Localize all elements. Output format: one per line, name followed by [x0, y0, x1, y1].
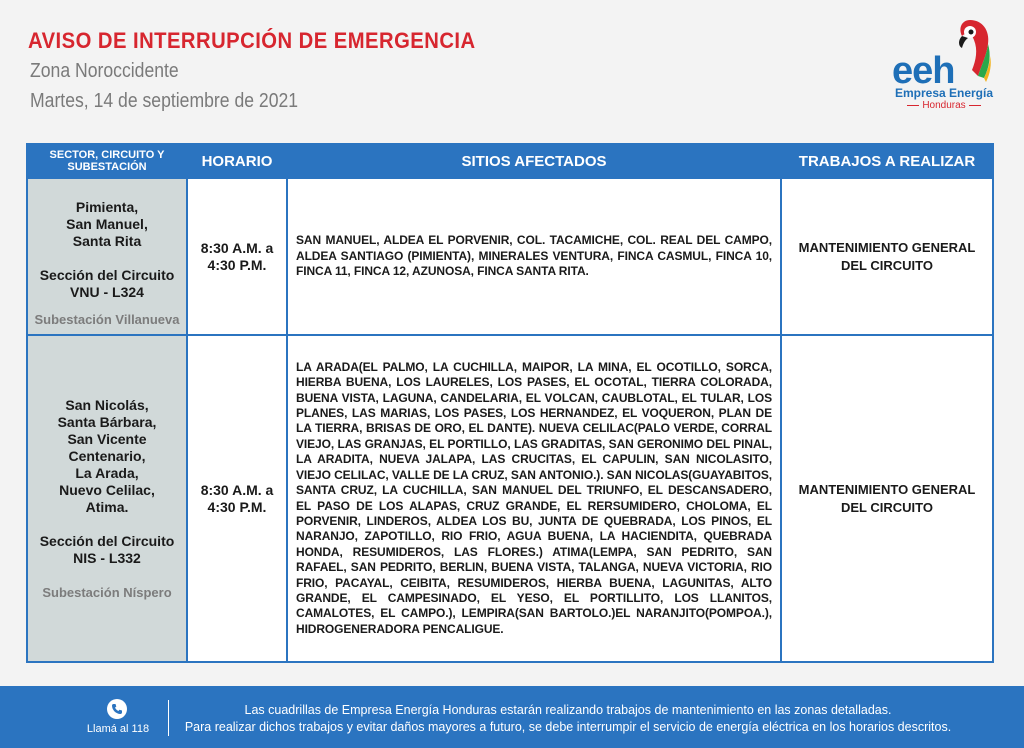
sector-line: San Manuel,: [66, 215, 148, 232]
schedule-cell: [187, 335, 287, 662]
affected-sites-cell: LA ARADA(EL PALMO, LA CUCHILLA, MAIPOR, LA MINA, EL OCOTILLO, SORCA, HIERBA BUENA, LOS LAURELES, LOS PASES, EL OCOTAL, TIERRA COLORADA, BUENA VISTA, LAGUNA, CANDELARIA, EL VOLCAN, CAUBLOTAL, EL TULAR, LOS PLANES, LAS MARIAS, LOS PASES, LOS HERNANDEZ, EL VOQUERON, PLAN DE LA TIERRA, BRISAS DE ORO, EL DANTE). NUEVA CELILAC(PALO VERDE, CORRAL VIEJO, LAS GRANJAS, EL PORTILLO, LAS GRADITAS, SAN GERONIMO DEL PINAL, LA ARADITA, NUEVA JALAPA, LAS CRUCITAS, EL CAPULIN, SAN NICOLASITO, VIEJO CELILAC, VALLE DE LA CRUZ, SAN ANTONIO.). SAN NICOLAS(GUAYABITOS, SANTA CRUZ, LA CUCHILLA, SAN MANUEL DEL TRIUNFO, EL DESCANSADERO, EL PASO DE LOS ALAPAS, CRUZ GRANDE, EL RERSUMIDERO, CHOLOMA, EL PORVENIR, LINDEROS, ALDEA LOS BU, JUNTA DE QUEBRADA, LOS PINOS, EL NARANJO, ZAPOTILLO, RIO FRIO, AGUA BUENA, LA HACIENDITA, QUEBRADA HONDA, RESUMIDEROS, LAS FLORES.) ATIMA(LEMPA, SAN PEDRITO, SAN RAFAEL, SAN PEDRITO, BERLIN, BUENA VISTA, TALANGA, NUEVA VICTORIA, RIO FRIO, PACAYAL, CEIBITA, RESUMIDEROS, HIERBA BUENA, LAGUNITAS, ALTO GRANDE, EL CAMPESINADO, EL YESO, EL PORTILLITO, LOS LLANITOS, CAMALOTES, EL CAMPO.), LEMPIRA(SAN BARTOLO.)EL NARANJITO(POMPOA.), HIDROGENERADORA PENCALIGUE.: [287, 335, 781, 662]
logo-country: Honduras: [892, 100, 996, 111]
sector-line: San Vicente: [67, 430, 147, 447]
outage-table: [26, 143, 994, 663]
work-cell: [781, 178, 993, 335]
zone-subtitle: Zona Noroccidente: [30, 60, 179, 82]
phone-icon[interactable]: [107, 699, 127, 719]
substation-label: Subestación Villanueva: [34, 312, 180, 327]
work-cell: [781, 335, 993, 662]
sector-line: San Nicolás,: [65, 396, 149, 413]
header-horario: HORARIO: [187, 144, 287, 178]
footer-line: Las cuadrillas de Empresa Energía Honduras estarán realizando trabajos de mantenimiento en las zonas detalladas.: [244, 703, 892, 717]
substation-label: Subestación Níspero: [42, 584, 172, 600]
circuit-line: Sección del Circuito: [39, 266, 175, 283]
call-label[interactable]: Llamá al 118: [86, 723, 150, 735]
schedule-line: 8:30 A.M. a: [200, 239, 274, 256]
sector-line: La Arada,: [75, 464, 139, 481]
schedule-line: 4:30 P.M.: [207, 498, 267, 515]
sector-line: Santa Bárbara,: [57, 413, 157, 430]
footer-banner: [0, 686, 1024, 748]
sector-line: Atima.: [85, 498, 129, 515]
work-line: DEL CIRCUITO: [841, 499, 933, 515]
schedule-line: 8:30 A.M. a: [200, 481, 274, 498]
circuit-line: Sección del Circuito: [39, 532, 175, 549]
work-line: DEL CIRCUITO: [841, 257, 933, 273]
header-sector: SECTOR, CIRCUITO Y SUBESTACIÓN: [27, 144, 187, 178]
sector-line: Centenario,: [68, 447, 146, 464]
sector-line: Pimienta,: [75, 198, 139, 215]
date-subtitle: Martes, 14 de septiembre de 2021: [30, 90, 299, 112]
sector-line: Nuevo Celilac,: [59, 481, 155, 498]
logo-wordmark: eeh: [892, 50, 955, 92]
footer-message: [178, 702, 958, 736]
sector-line: Santa Rita: [72, 232, 142, 249]
company-logo: [892, 18, 996, 114]
schedule-cell: [187, 178, 287, 335]
header-trabajos: TRABAJOS A REALIZAR: [781, 144, 993, 178]
table-row: [27, 178, 993, 335]
circuit-line: NIS - L332: [73, 549, 141, 566]
page-title: AVISO DE INTERRUPCIÓN DE EMERGENCIA: [28, 28, 476, 53]
header-sitios: SITIOS AFECTADOS: [287, 144, 781, 178]
table-header-row: [27, 144, 993, 178]
affected-sites-cell: SAN MANUEL, ALDEA EL PORVENIR, COL. TACAMICHE, COL. REAL DEL CAMPO, ALDEA SANTIAGO (PIMIENTA), MINERALES VENTURA, FINCA CASMUL, FINCA 10, FINCA 11, FINCA 12, AZUNOSA, FINCA SANTA RITA.: [287, 178, 781, 335]
sector-cell: [27, 178, 187, 335]
footer-line: Para realizar dichos trabajos y evitar daños mayores a futuro, se debe interrumpir el servicio de energía eléctrica en los horarios descritos.: [184, 720, 952, 734]
schedule-line: 4:30 P.M.: [207, 256, 267, 273]
sector-cell: [27, 335, 187, 662]
logo-company-name: Empresa Energía: [894, 86, 994, 100]
work-line: MANTENIMIENTO GENERAL: [798, 239, 976, 255]
work-line: MANTENIMIENTO GENERAL: [798, 481, 976, 497]
circuit-line: VNU - L324: [70, 283, 144, 300]
footer-divider: [168, 700, 169, 736]
table-row: [27, 335, 993, 662]
